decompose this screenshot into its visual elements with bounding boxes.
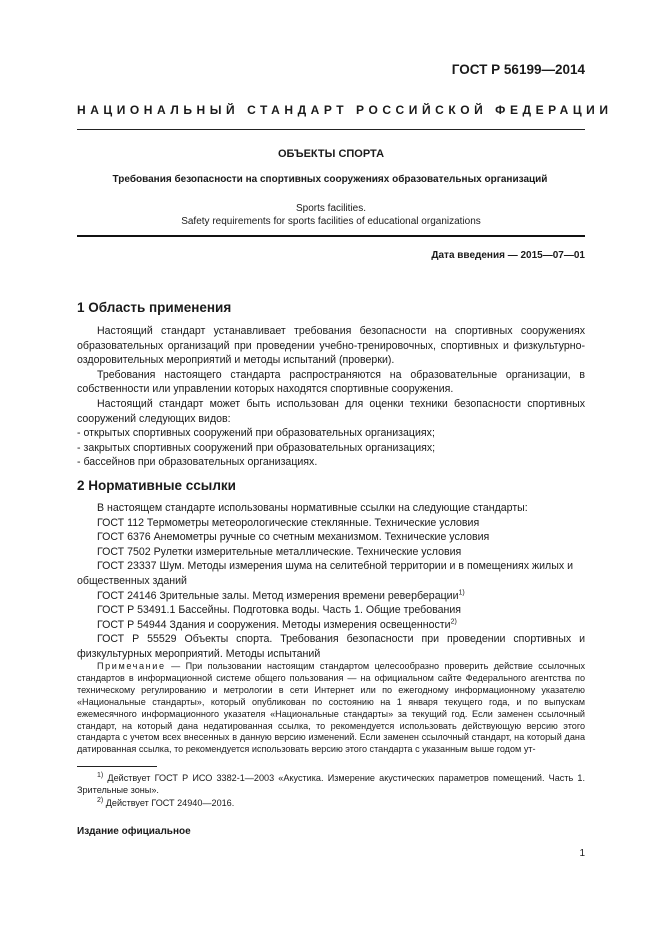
footnote-2 xyxy=(77,797,585,809)
section-2-intro: В настоящем стандарте использованы нормативные ссылки на следующие стандарты: xyxy=(97,502,528,514)
page-number: 1 xyxy=(579,848,585,859)
reference-item-with-footnote xyxy=(77,589,585,604)
english-title-line-1: Sports facilities. xyxy=(295,203,367,214)
footnote-mark: 2) xyxy=(97,796,104,804)
footnote-marker: 1) xyxy=(458,589,465,597)
reference-item: ГОСТ 7502 Рулетки измерительные металлические. Технические условия xyxy=(97,545,462,558)
footnote-divider xyxy=(77,766,157,767)
note-label: Примечание xyxy=(97,661,166,671)
reference-item: ГОСТ Р 53491.1 Бассейны. Подготовка воды. Часть 1. Общие требования xyxy=(97,604,461,617)
title-divider xyxy=(77,235,585,237)
reference-text: ГОСТ Р 54944 Здания и сооружения. Методы измерения освещенности xyxy=(97,618,451,631)
list-item: - закрытых спортивных сооружений при образовательных организациях; xyxy=(77,441,436,454)
footnote-text: Действует ГОСТ 24940—2016. xyxy=(105,798,235,808)
document-title: ОБЪЕКТЫ СПОРТА xyxy=(277,148,385,160)
footnote-text: Действует ГОСТ Р ИСО 3382-1—2003 «Акустика. Измерение акустических параметров помещений. Часть 1. Зрительные зоны». xyxy=(77,773,585,795)
introduction-date: Дата введения — 2015—07—01 xyxy=(431,250,585,261)
section-1-heading: 1 Область применения xyxy=(77,300,232,315)
footnote-1 xyxy=(77,772,585,796)
reference-item: ГОСТ Р 55529 Объекты спорта. Требования безопасности при проведении спортивных и физкультурных мероприятий. Методы испытаний xyxy=(77,633,585,660)
section-2-heading: 2 Нормативные ссылки xyxy=(77,478,236,493)
section-1-paragraph-3: Настоящий стандарт может быть использован для оценки техники безопасности спортивных сооружений следующих видов: xyxy=(77,397,585,425)
reference-item: ГОСТ 6376 Анемометры ручные со счетным механизмом. Технические условия xyxy=(97,531,490,544)
footnote-mark: 1) xyxy=(97,771,104,779)
national-standard-title: НАЦИОНАЛЬНЫЙ СТАНДАРТ РОССИЙСКОЙ ФЕДЕРАЦИИ xyxy=(77,103,613,117)
section-1-paragraph-1: Настоящий стандарт устанавливает требования безопасности на спортивных сооружениях образовательных организаций при проведении учебно-тренировочных, спортивных и физкультурно-оздоровительных мероприятий и методы испытаний (проверки). xyxy=(77,325,585,367)
section-2-body xyxy=(77,501,585,662)
reference-item: ГОСТ 23337 Шум. Методы измерения шума на селитебной территории и в помещениях жилых и общественных зданий xyxy=(77,560,573,587)
section-1-body xyxy=(77,324,585,470)
official-edition-label: Издание официальное xyxy=(77,826,191,837)
reference-text: ГОСТ 24146 Зрительные залы. Метод измерения времени реверберации xyxy=(97,589,459,602)
list-item: - бассейнов при образовательных организациях. xyxy=(77,456,318,469)
note xyxy=(77,661,585,756)
standard-code: ГОСТ Р 56199—2014 xyxy=(451,62,585,77)
list-item: - открытых спортивных сооружений при образовательных организациях; xyxy=(77,427,435,440)
reference-item-with-footnote xyxy=(77,618,585,633)
header-divider xyxy=(77,129,585,130)
english-title-line-2: Safety requirements for sports facilities of educational organizations xyxy=(181,216,481,227)
document-subtitle: Требования безопасности на спортивных сооружениях образовательных организаций xyxy=(112,174,548,185)
footnote-marker: 2) xyxy=(450,618,457,626)
reference-item: ГОСТ 112 Термометры метеорологические стеклянные. Технические условия xyxy=(97,516,480,529)
section-1-paragraph-2: Требования настоящего стандарта распространяются на образовательные организации, в собственности или управлении которых находятся спортивные сооружения. xyxy=(77,368,585,396)
english-title xyxy=(77,202,585,228)
note-text: — При пользовании настоящим стандартом целесообразно проверить действие ссылочных стандартов в информационной системе общего пользования — на официальном сайте Федерального агентства по техническому регулированию и метрологии в сети Интернет или по ежегодному информационному указателю «Национальные стандарты», который опубликован по состоянию на 1 января текущего года, и по выпускам ежемесячного информационного указателя «Национальные стандарты» за текущий год. Если заменен ссылочный стандарт, на который дана недатированная ссылка, то рекомендуется использовать действующую версию этого стандарта с учетом всех внесенных в данную версию изменений. Если заменен ссылочный стандарт, на который дана датированная ссылка, то рекомендуется использовать версию этого стандарта с указанным выше годом ут- xyxy=(77,661,585,755)
